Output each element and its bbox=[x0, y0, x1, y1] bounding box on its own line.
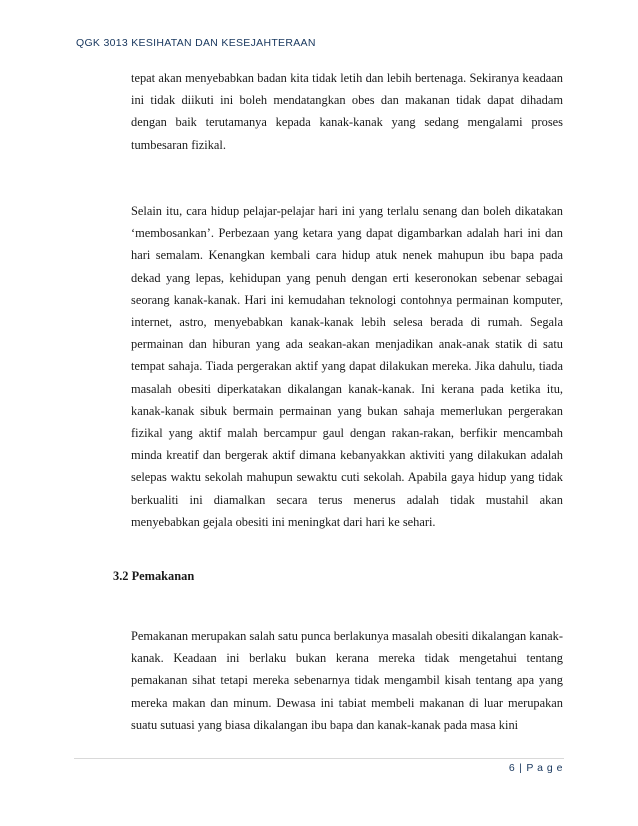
section-heading: 3.2 Pemakanan bbox=[113, 569, 195, 583]
footer-separator: | bbox=[519, 762, 523, 774]
page-footer bbox=[509, 762, 563, 774]
body-paragraph-3: Pemakanan merupakan salah satu punca berlakunya masalah obesiti dikalangan kanak-kanak. Keadaan ini berlaku bukan kerana mereka tidak mengetahui tentang pemakanan sihat tetapi mereka sebenarnya tidak mengambil kisah tentang apa yang mereka makan dan minum. Dewasa ini tabiat membeli makanan di luar merupakan suatu sutuasi yang biasa dikalangan ibu bapa dan kanak-kanak pada masa kini bbox=[131, 629, 563, 732]
footer-divider bbox=[74, 758, 564, 759]
body-paragraph-2: Selain itu, cara hidup pelajar-pelajar hari ini yang terlalu senang dan boleh dikatakan ‘membosankan’. Perbezaan yang ketara yang dapat digambarkan adalah hari ini dan hari semalam. Kenangkan kembali cara hidup atuk nenek mahupun ibu bapa pada dekad yang lepas, kehidupan yang penuh dengan erti keseronokan sebenar sebagai seorang kanak-kanak. Hari ini kemudahan teknologi contohnya permainan komputer, internet, astro, menyebabkan kanak-kanak lebih selesa berada di rumah. Segala permainan dan hiburan yang ada seakan-akan menjadikan anak-anak statik di satu tempat sahaja. Tiada pergerakan aktif yang dapat dilakukan mereka. Jika dahulu, tiada masalah obesiti diperkatakan dikalangan kanak-kanak. Ini kerana pada ketika itu, kanak-kanak sibuk bermain permainan yang bukan sahaja memerlukan pergerakan fizikal yang aktif malah bercampur gaul dengan rakan-rakan, berfikir mencambah minda kreatif dan bergerak aktif dimana kebanyakkan aktiviti yang dilakukan adalah selepas waktu sekolah mahupun sewaktu cuti sekolah. Apabila gaya hidup yang tidak berkualiti ini diamalkan secara terus menerus adalah tidak mustahil akan menyebabkan gejala obesiti ini meningkat dari hari ke sehari. bbox=[131, 204, 563, 529]
document-header: QGK 3013 KESIHATAN DAN KESEJAHTERAAN bbox=[76, 37, 316, 49]
page-number: 6 bbox=[508, 762, 516, 774]
body-paragraph-1: tepat akan menyebabkan badan kita tidak letih dan lebih bertenaga. Sekiranya keadaan ini tidak diikuti ini boleh mendatangkan obes dan makanan tidak dapat dihadam dengan baik terutamanya kepada kanak-kanak yang sedang mengalami proses tumbesaran fizikal. bbox=[131, 71, 563, 152]
page-label: P a g e bbox=[526, 762, 563, 774]
